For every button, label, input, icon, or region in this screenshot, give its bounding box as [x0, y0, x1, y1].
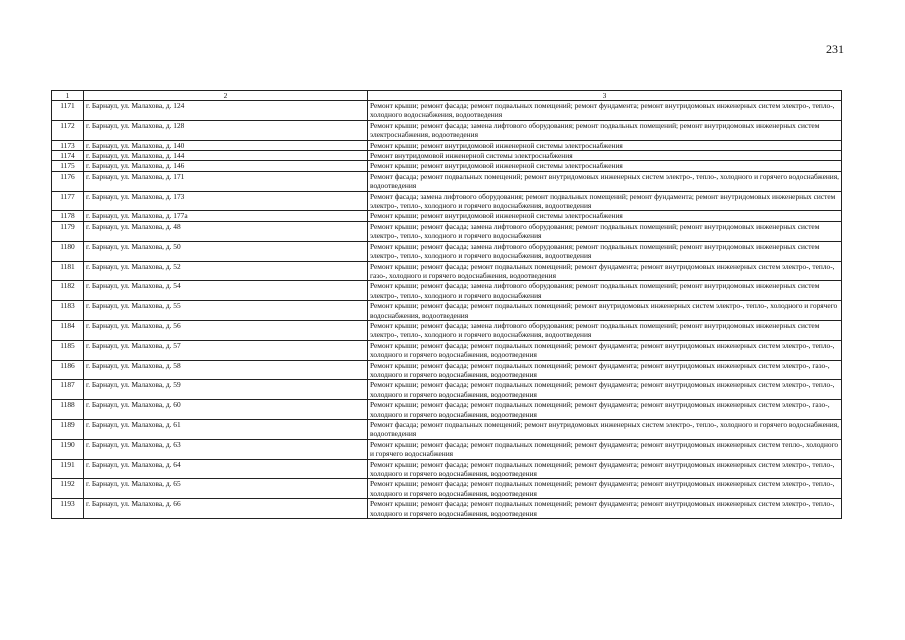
table-row: [52, 261, 842, 281]
table-row: [52, 211, 842, 221]
table-row: [52, 221, 842, 241]
row-address: г. Барнаул, ул. Малахова, д. 50: [84, 241, 368, 261]
row-works: Ремонт крыши; ремонт фасада; замена лифтового оборудования; ремонт подвальных помещений; ремонт внутридомовых инженерных систем электроснабжения, водоотведения: [368, 120, 842, 140]
row-number: 1181: [52, 261, 84, 281]
table-row: [52, 499, 842, 519]
row-address: г. Барнаул, ул. Малахова, д. 63: [84, 439, 368, 459]
row-number: 1184: [52, 320, 84, 340]
page-number: 231: [826, 42, 844, 56]
row-number: 1175: [52, 161, 84, 171]
row-works: Ремонт крыши; ремонт внутридомовой инженерной системы электроснабжения: [368, 211, 842, 221]
row-works: Ремонт крыши; ремонт фасада; ремонт подвальных помещений; ремонт фундамента; ремонт внутридомовых инженерных систем тепло-, холодного и горячего водоснабжения: [368, 439, 842, 459]
row-works: Ремонт крыши; ремонт фасада; ремонт подвальных помещений; ремонт фундамента; ремонт внутридомовых инженерных систем электро-, тепло-, газо-, холодного и горячего водоснабжения, водоотведения: [368, 261, 842, 281]
row-address: г. Барнаул, ул. Малахова, д. 57: [84, 340, 368, 360]
table-row: [52, 459, 842, 479]
row-number: 1190: [52, 439, 84, 459]
row-works: Ремонт крыши; ремонт фасада; ремонт подвальных помещений; ремонт фундамента; ремонт внутридомовых инженерных систем электро-, газо-, холодного и горячего водоснабжения, водоотведения: [368, 360, 842, 380]
repair-registry-table: [51, 90, 842, 519]
row-works: Ремонт фасада; замена лифтового оборудования; ремонт подвальных помещений; ремонт фундамента; ремонт внутридомовых инженерных систем электро-, тепло-, холодного и горячего водоснабжения, водоотведения: [368, 191, 842, 211]
row-works: Ремонт внутридомовой инженерной системы электроснабжения: [368, 151, 842, 161]
row-number: 1174: [52, 151, 84, 161]
row-number: 1188: [52, 400, 84, 420]
row-works: Ремонт крыши; ремонт фасада; ремонт подвальных помещений; ремонт фундамента; ремонт внутридомовых инженерных систем электро-, тепло-, холодного и горячего водоснабжения, водоотведения: [368, 459, 842, 479]
row-works: Ремонт крыши; ремонт фасада; ремонт подвальных помещений; ремонт фундамента; ремонт внутридомовых инженерных систем электро-, тепло-, холодного и горячего водоснабжения, водоотведения: [368, 499, 842, 519]
table-header-row: [52, 91, 842, 101]
row-number: 1180: [52, 241, 84, 261]
table-row: [52, 340, 842, 360]
row-address: г. Барнаул, ул. Малахова, д. 140: [84, 140, 368, 150]
row-number: 1173: [52, 140, 84, 150]
row-works: Ремонт крыши; ремонт фасада; замена лифтового оборудования; ремонт подвальных помещений; ремонт внутридомовых инженерных систем электро-, тепло-, холодного и горячего водоснабжения, водоотведения: [368, 320, 842, 340]
row-works: Ремонт крыши; ремонт фасада; ремонт подвальных помещений; ремонт фундамента; ремонт внутридомовых инженерных систем электро-, газо-, холодного и горячего водоснабжения, водоотведения: [368, 400, 842, 420]
row-number: 1179: [52, 221, 84, 241]
row-works: Ремонт крыши; ремонт внутридомовой инженерной системы электроснабжения: [368, 140, 842, 150]
table-row: [52, 360, 842, 380]
row-works: Ремонт фасада; ремонт подвальных помещений; ремонт внутридомовых инженерных систем электро-, тепло-, холодного и горячего водоснабжения, водоотведения: [368, 420, 842, 440]
row-address: г. Барнаул, ул. Малахова, д. 171: [84, 171, 368, 191]
row-address: г. Барнаул, ул. Малахова, д. 64: [84, 459, 368, 479]
row-number: 1189: [52, 420, 84, 440]
row-address: г. Барнаул, ул. Малахова, д. 54: [84, 281, 368, 301]
row-works: Ремонт крыши; ремонт фасада; ремонт подвальных помещений; ремонт фундамента; ремонт внутридомовых инженерных систем электро-, тепло-, холодного водоснабжения, водоотведения: [368, 101, 842, 121]
row-number: 1178: [52, 211, 84, 221]
row-works: Ремонт крыши; ремонт фасада; ремонт подвальных помещений; ремонт внутридомовых инженерных систем электро-, тепло-, холодного и горячего водоснабжения, водоотведения: [368, 301, 842, 321]
row-number: 1182: [52, 281, 84, 301]
row-number: 1191: [52, 459, 84, 479]
row-address: г. Барнаул, ул. Малахова, д. 128: [84, 120, 368, 140]
row-address: г. Барнаул, ул. Малахова, д. 177а: [84, 211, 368, 221]
row-number: 1183: [52, 301, 84, 321]
table-row: [52, 380, 842, 400]
row-number: 1187: [52, 380, 84, 400]
table-row: [52, 241, 842, 261]
row-number: 1185: [52, 340, 84, 360]
row-number: 1192: [52, 479, 84, 499]
row-address: г. Барнаул, ул. Малахова, д. 48: [84, 221, 368, 241]
row-address: г. Барнаул, ул. Малахова, д. 66: [84, 499, 368, 519]
table-row: [52, 140, 842, 150]
row-address: г. Барнаул, ул. Малахова, д. 60: [84, 400, 368, 420]
row-number: 1177: [52, 191, 84, 211]
row-number: 1186: [52, 360, 84, 380]
row-address: г. Барнаул, ул. Малахова, д. 59: [84, 380, 368, 400]
table-row: [52, 301, 842, 321]
table-row: [52, 420, 842, 440]
table-row: [52, 161, 842, 171]
column-header-address: 2: [84, 91, 368, 101]
table-row: [52, 120, 842, 140]
row-works: Ремонт крыши; ремонт фасада; ремонт подвальных помещений; ремонт фундамента; ремонт внутридомовых инженерных систем электро-, тепло-, холодного и горячего водоснабжения, водоотведения: [368, 479, 842, 499]
row-address: г. Барнаул, ул. Малахова, д. 55: [84, 301, 368, 321]
row-address: г. Барнаул, ул. Малахова, д. 56: [84, 320, 368, 340]
row-address: г. Барнаул, ул. Малахова, д. 144: [84, 151, 368, 161]
row-address: г. Барнаул, ул. Малахова, д. 52: [84, 261, 368, 281]
row-works: Ремонт крыши; ремонт фасада; замена лифтового оборудования; ремонт подвальных помещений; ремонт внутридомовых инженерных систем электро-, тепло-, холодного и горячего водоснабжения: [368, 221, 842, 241]
row-address: г. Барнаул, ул. Малахова, д. 58: [84, 360, 368, 380]
table-row: [52, 191, 842, 211]
table-row: [52, 171, 842, 191]
table-row: [52, 320, 842, 340]
row-number: 1171: [52, 101, 84, 121]
table-row: [52, 151, 842, 161]
row-works: Ремонт крыши; ремонт фасада; замена лифтового оборудования; ремонт подвальных помещений; ремонт внутридомовых инженерных систем электро-, тепло-, холодного и горячего водоснабжения, водоотведения: [368, 241, 842, 261]
table-row: [52, 400, 842, 420]
row-works: Ремонт фасада; ремонт подвальных помещений; ремонт внутридомовых инженерных систем электро-, тепло-, холодного и горячего водоснабжения, водоотведения: [368, 171, 842, 191]
table-row: [52, 101, 842, 121]
row-works: Ремонт крыши; ремонт фасада; замена лифтового оборудования; ремонт подвальных помещений; ремонт внутридомовых инженерных систем электро-, тепло-, холодного и горячего водоснабжения: [368, 281, 842, 301]
row-address: г. Барнаул, ул. Малахова, д. 61: [84, 420, 368, 440]
row-number: 1172: [52, 120, 84, 140]
table-row: [52, 479, 842, 499]
row-number: 1193: [52, 499, 84, 519]
row-address: г. Барнаул, ул. Малахова, д. 65: [84, 479, 368, 499]
column-header-number: 1: [52, 91, 84, 101]
row-address: г. Барнаул, ул. Малахова, д. 173: [84, 191, 368, 211]
table-row: [52, 281, 842, 301]
row-address: г. Барнаул, ул. Малахова, д. 146: [84, 161, 368, 171]
row-works: Ремонт крыши; ремонт фасада; ремонт подвальных помещений; ремонт фундамента; ремонт внутридомовых инженерных систем электро-, тепло-, холодного и горячего водоснабжения, водоотведения: [368, 380, 842, 400]
row-number: 1176: [52, 171, 84, 191]
table-row: [52, 439, 842, 459]
row-works: Ремонт крыши; ремонт внутридомовой инженерной системы электроснабжения: [368, 161, 842, 171]
row-address: г. Барнаул, ул. Малахова, д. 124: [84, 101, 368, 121]
column-header-works: 3: [368, 91, 842, 101]
row-works: Ремонт крыши; ремонт фасада; ремонт подвальных помещений; ремонт фундамента; ремонт внутридомовых инженерных систем электро-, тепло-, холодного и горячего водоснабжения, водоотведения: [368, 340, 842, 360]
